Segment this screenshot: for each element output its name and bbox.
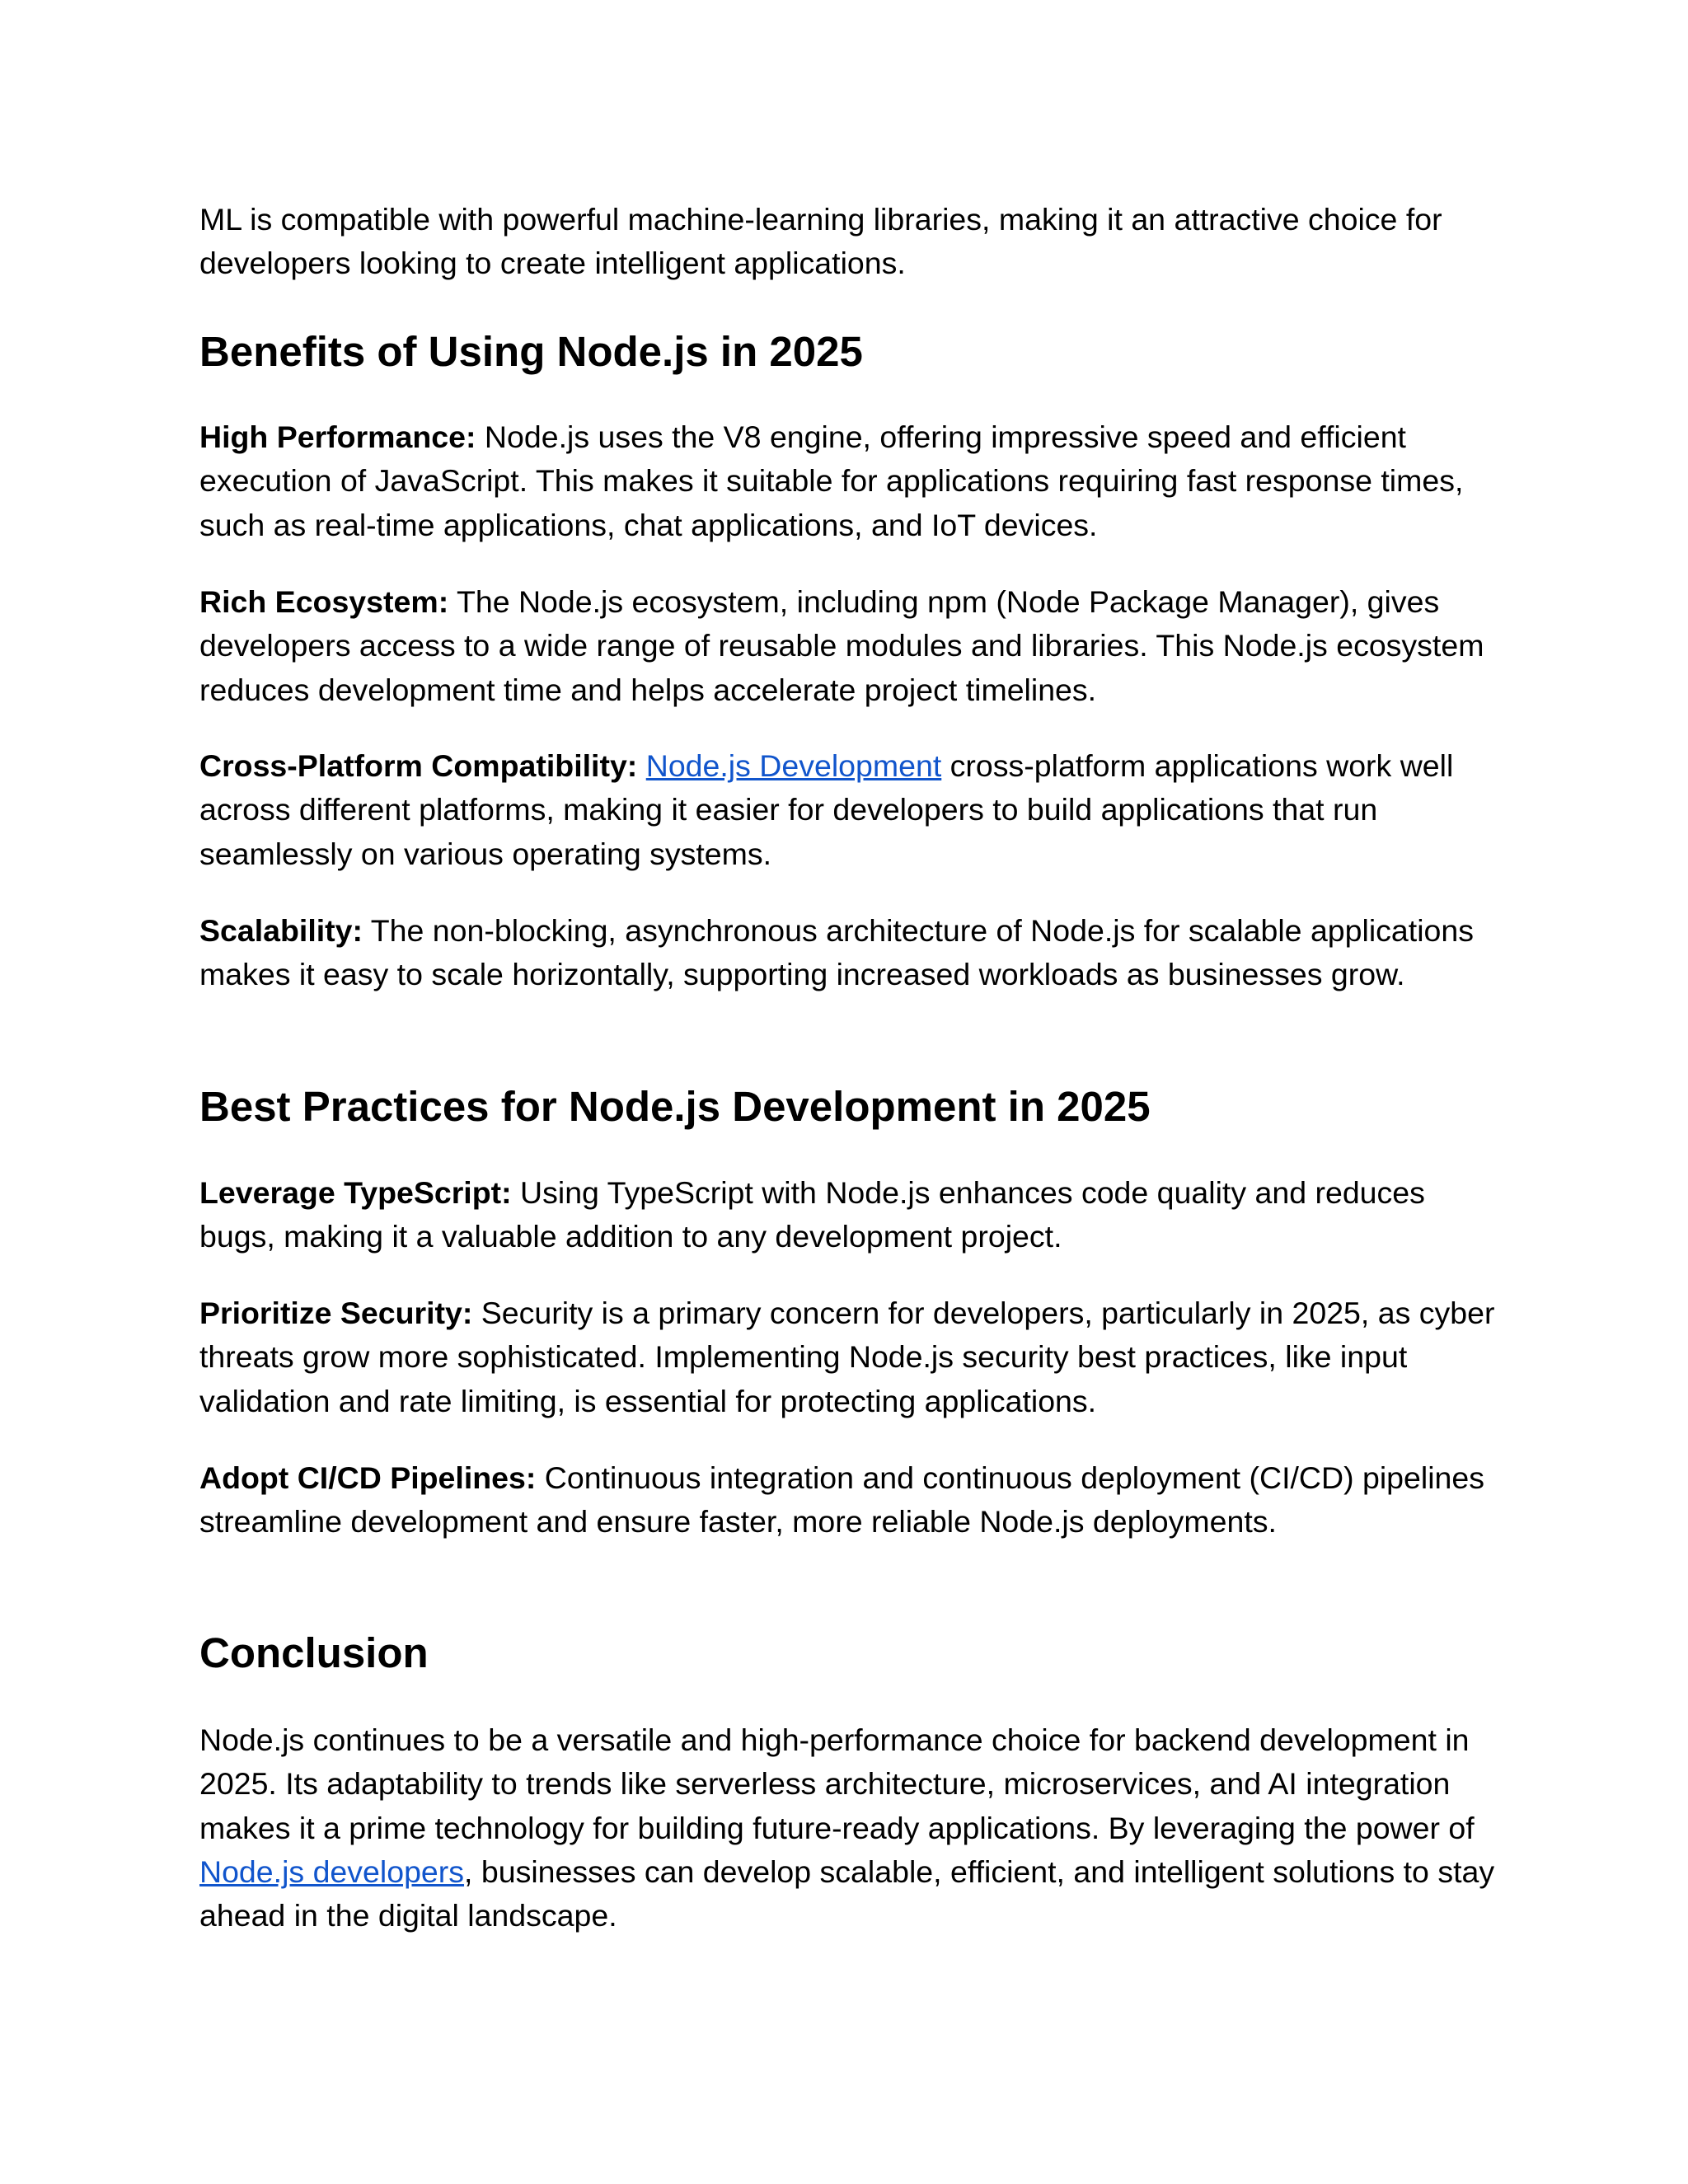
benefit-high-performance xyxy=(199,415,1506,547)
item-label: High Performance: xyxy=(199,419,476,454)
nodejs-development-link[interactable]: Node.js Development xyxy=(645,748,942,783)
practices-heading: Best Practices for Node.js Development in 2025 xyxy=(199,1083,1151,1130)
benefits-heading: Benefits of Using Node.js in 2025 xyxy=(199,328,863,375)
item-text: Continuous integration and continuous deployment (CI/CD) pipelines streamline development and ensure faster, more reliable Node.js deployments. xyxy=(199,1460,1485,1540)
conclusion-text-before: Node.js continues to be a versatile and high-performance choice for backend development in 2025. Its adaptability to trends like serverless architecture, microservices, and AI integration makes it a prime technology for building future-ready applications. By leveraging the power of xyxy=(199,1722,1475,1845)
item-text: cross-platform applications work well across different platforms, making it easier for developers to build applications that run seamlessly on various operating systems. xyxy=(199,748,1454,871)
item-label: Scalability: xyxy=(199,913,363,948)
item-label: Prioritize Security: xyxy=(199,1296,473,1330)
item-text: Node.js uses the V8 engine, offering impressive speed and efficient execution of JavaScript. This makes it suitable for applications requiring fast response times, such as real-time applications, chat applications, and IoT devices. xyxy=(199,419,1464,542)
intro-paragraph: ML is compatible with powerful machine-learning libraries, making it an attractive choice for developers looking to create intelligent applications. xyxy=(199,202,1442,281)
conclusion-heading: Conclusion xyxy=(199,1629,429,1676)
conclusion-paragraph xyxy=(199,1718,1506,1938)
benefit-cross-platform xyxy=(199,744,1506,876)
item-label: Adopt CI/CD Pipelines: xyxy=(199,1460,537,1495)
item-label: Leverage TypeScript: xyxy=(199,1175,512,1210)
item-label: Rich Ecosystem: xyxy=(199,584,449,619)
item-text: The non-blocking, asynchronous architecture of Node.js for scalable applications makes it easy to scale horizontally, supporting increased workloads as businesses grow. xyxy=(199,913,1474,992)
item-text: The Node.js ecosystem, including npm (Node Package Manager), gives developers access to a wide range of reusable modules and libraries. This Node.js ecosystem reduces development time and helps accelerate project timelines. xyxy=(199,584,1484,707)
benefit-scalability xyxy=(199,909,1506,997)
practice-security xyxy=(199,1291,1506,1423)
item-text: Security is a primary concern for developers, particularly in 2025, as cyber threats grow more sophisticated. Implementing Node.js security best practices, like input validation and rate limiting, is essential for protecting applications. xyxy=(199,1296,1495,1418)
practice-typescript xyxy=(199,1171,1506,1259)
item-text: Using TypeScript with Node.js enhances code quality and reduces bugs, making it a valuable addition to any development project. xyxy=(199,1175,1425,1254)
benefit-rich-ecosystem xyxy=(199,580,1506,712)
item-label: Cross-Platform Compatibility: xyxy=(199,748,638,783)
practice-cicd xyxy=(199,1456,1506,1544)
nodejs-developers-link[interactable]: Node.js developers xyxy=(199,1854,465,1889)
conclusion-text-after: , businesses can develop scalable, efficient, and intelligent solutions to stay ahead in the digital landscape. xyxy=(199,1854,1495,1933)
